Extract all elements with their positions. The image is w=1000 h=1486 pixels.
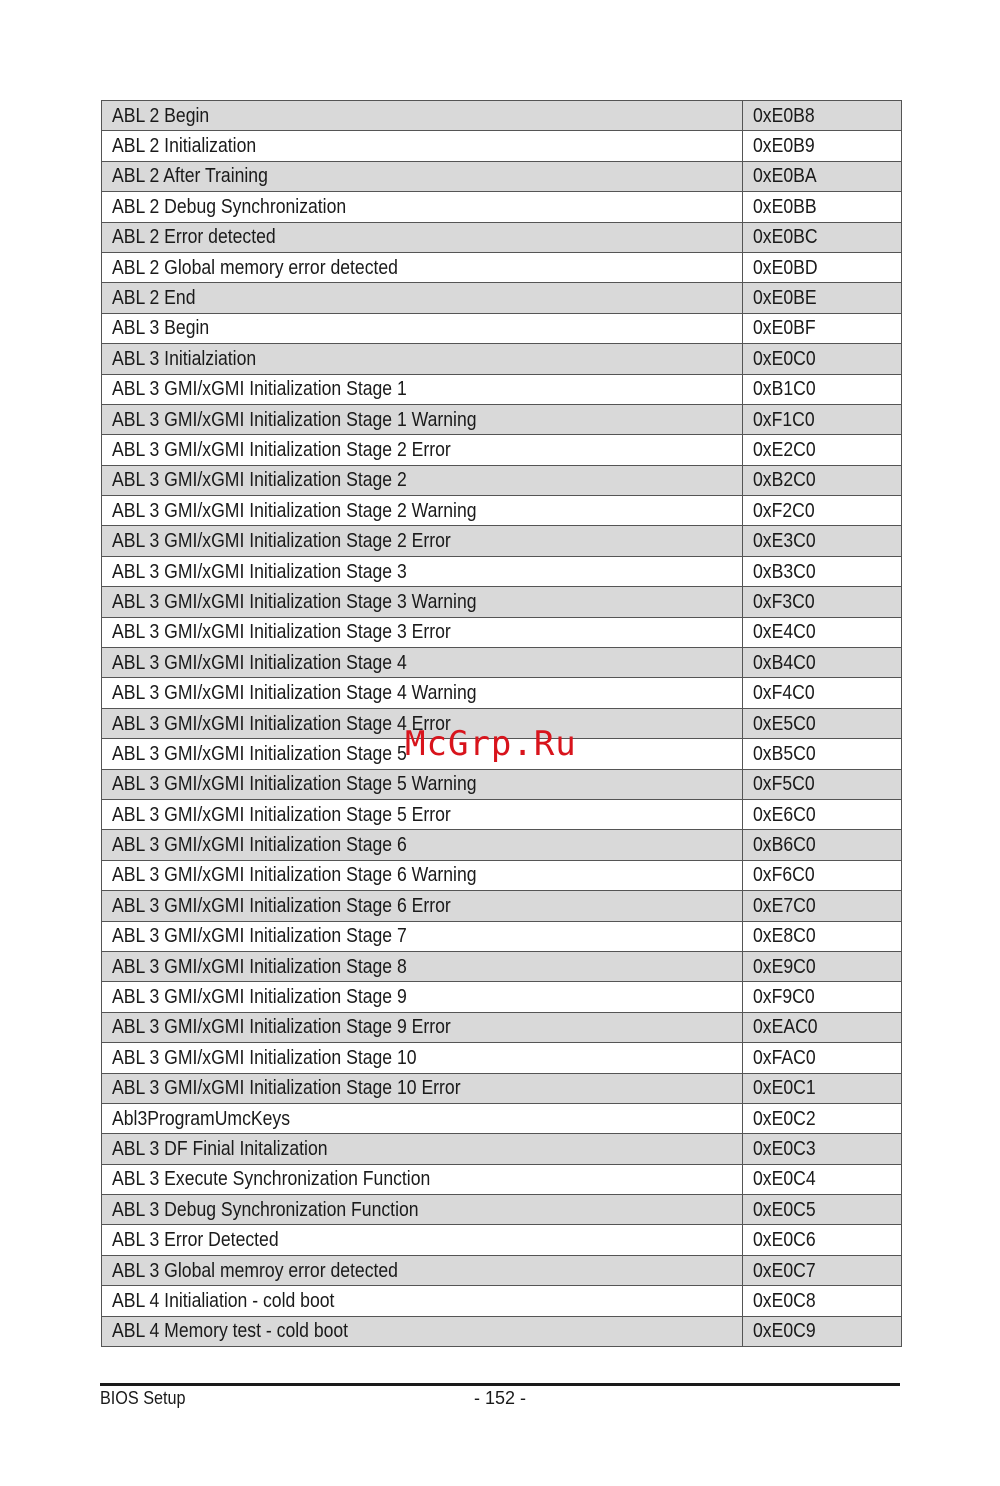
description-text: ABL 3 GMI/xGMI Initialization Stage 8	[112, 955, 407, 978]
table-cell-code	[743, 131, 902, 161]
table-row	[102, 891, 902, 921]
table-cell-code	[743, 617, 902, 647]
table-cell-code	[743, 1225, 902, 1255]
watermark: McGrp.Ru	[405, 724, 577, 764]
description-text: ABL 2 End	[112, 287, 196, 310]
table-cell-code	[743, 1103, 902, 1133]
table-cell-description	[102, 739, 743, 769]
table-row	[102, 465, 902, 495]
table-cell-code	[743, 921, 902, 951]
table-row	[102, 313, 902, 343]
code-text: 0xB4C0	[753, 651, 816, 674]
table-cell-code	[743, 739, 902, 769]
description-text: ABL 3 GMI/xGMI Initialization Stage 4 Error	[112, 712, 451, 735]
table-row	[102, 1043, 902, 1073]
code-text: 0xF5C0	[753, 773, 815, 796]
table-cell-description	[102, 1164, 743, 1194]
table-row	[102, 252, 902, 282]
code-text: 0xF6C0	[753, 864, 815, 887]
table-cell-code	[743, 435, 902, 465]
code-text: 0xE0C5	[753, 1198, 816, 1221]
table-row	[102, 1316, 902, 1346]
table-cell-code	[743, 891, 902, 921]
description-text: ABL 2 Debug Synchronization	[112, 195, 347, 218]
table-row	[102, 344, 902, 374]
description-text: ABL 3 GMI/xGMI Initialization Stage 2 Warning	[112, 499, 477, 522]
description-text: ABL 3 GMI/xGMI Initialization Stage 9	[112, 986, 407, 1009]
table-cell-description	[102, 921, 743, 951]
table-row	[102, 648, 902, 678]
description-text: ABL 3 Global memroy error detected	[112, 1259, 398, 1282]
table-cell-code	[743, 799, 902, 829]
code-text: 0xE2C0	[753, 438, 816, 461]
code-text: 0xE5C0	[753, 712, 816, 735]
table-cell-code	[743, 526, 902, 556]
table-row	[102, 708, 902, 738]
table-cell-description	[102, 769, 743, 799]
table-cell-description	[102, 860, 743, 890]
code-text: 0xEAC0	[753, 1016, 818, 1039]
description-text: ABL 3 GMI/xGMI Initialization Stage 9 Error	[112, 1016, 451, 1039]
table-row	[102, 1195, 902, 1225]
table-cell-description	[102, 1134, 743, 1164]
code-text: 0xE0C7	[753, 1259, 816, 1282]
table-cell-code	[743, 648, 902, 678]
code-text: 0xB3C0	[753, 560, 816, 583]
table-row	[102, 404, 902, 434]
table-cell-code	[743, 1073, 902, 1103]
description-text: ABL 3 GMI/xGMI Initialization Stage 3 Warning	[112, 590, 477, 613]
table-cell-description	[102, 587, 743, 617]
description-text: ABL 3 GMI/xGMI Initialization Stage 6	[112, 834, 407, 857]
table-cell-code	[743, 1164, 902, 1194]
code-text: 0xE3C0	[753, 530, 816, 553]
table-row	[102, 1103, 902, 1133]
code-text: 0xF9C0	[753, 986, 815, 1009]
footer-divider	[100, 1383, 900, 1386]
code-text: 0xF2C0	[753, 499, 815, 522]
table-cell-description	[102, 556, 743, 586]
description-text: ABL 3 GMI/xGMI Initialization Stage 4	[112, 651, 407, 674]
description-text: ABL 3 GMI/xGMI Initialization Stage 5 Error	[112, 803, 451, 826]
description-text: ABL 2 Global memory error detected	[112, 256, 398, 279]
table-cell-description	[102, 404, 743, 434]
table-row	[102, 556, 902, 586]
code-text: 0xE0C4	[753, 1168, 816, 1191]
table-cell-code	[743, 465, 902, 495]
code-text: 0xE6C0	[753, 803, 816, 826]
table-cell-description	[102, 101, 743, 131]
table-row	[102, 769, 902, 799]
description-text: ABL 3 GMI/xGMI Initialization Stage 3 Error	[112, 621, 451, 644]
table-cell-code	[743, 192, 902, 222]
table-cell-description	[102, 131, 743, 161]
description-text: ABL 3 GMI/xGMI Initialization Stage 2 Error	[112, 530, 451, 553]
description-text: ABL 3 GMI/xGMI Initialization Stage 4 Warning	[112, 682, 477, 705]
table-cell-description	[102, 1195, 743, 1225]
table-cell-code	[743, 1195, 902, 1225]
table-row	[102, 617, 902, 647]
table-cell-code	[743, 252, 902, 282]
table-cell-code	[743, 1316, 902, 1346]
table-cell-description	[102, 1316, 743, 1346]
code-text: 0xF1C0	[753, 408, 815, 431]
code-text: 0xE0BA	[753, 165, 817, 188]
description-text: ABL 3 GMI/xGMI Initialization Stage 1	[112, 378, 407, 401]
description-text: ABL 2 Initialization	[112, 135, 257, 158]
table-row	[102, 435, 902, 465]
code-text: 0xE0BD	[753, 256, 818, 279]
table-cell-code	[743, 344, 902, 374]
table-cell-code	[743, 161, 902, 191]
description-text: ABL 3 GMI/xGMI Initialization Stage 3	[112, 560, 407, 583]
code-text: 0xE0BE	[753, 287, 817, 310]
table-cell-description	[102, 1255, 743, 1285]
table-cell-code	[743, 1286, 902, 1316]
description-text: ABL 2 After Training	[112, 165, 268, 188]
table-row	[102, 799, 902, 829]
table-cell-description	[102, 708, 743, 738]
table-cell-code	[743, 1043, 902, 1073]
description-text: ABL 4 Memory test - cold boot	[112, 1320, 349, 1343]
code-text: 0xE0BF	[753, 317, 816, 340]
table-cell-code	[743, 496, 902, 526]
code-text: 0xE0BC	[753, 226, 818, 249]
table-cell-description	[102, 435, 743, 465]
page-number: - 152 -	[473, 1388, 527, 1408]
table-cell-code	[743, 951, 902, 981]
code-text: 0xE0C6	[753, 1229, 816, 1252]
description-text: ABL 3 Error Detected	[112, 1229, 279, 1252]
description-text: ABL 3 Debug Synchronization Function	[112, 1198, 419, 1221]
table-row	[102, 587, 902, 617]
table-row	[102, 921, 902, 951]
table-cell-description	[102, 526, 743, 556]
table-cell-code	[743, 708, 902, 738]
table-cell-code	[743, 374, 902, 404]
description-text: ABL 3 Begin	[112, 317, 210, 340]
table-row	[102, 830, 902, 860]
description-text: ABL 3 GMI/xGMI Initialization Stage 5 Warning	[112, 773, 477, 796]
description-text: ABL 3 GMI/xGMI Initialization Stage 1 Warning	[112, 408, 477, 431]
table-cell-code	[743, 860, 902, 890]
code-text: 0xE0C2	[753, 1107, 816, 1130]
table-cell-description	[102, 617, 743, 647]
code-text: 0xB2C0	[753, 469, 816, 492]
table-cell-description	[102, 1012, 743, 1042]
description-text: Abl3ProgramUmcKeys	[112, 1107, 291, 1130]
table-row	[102, 161, 902, 191]
table-cell-description	[102, 1103, 743, 1133]
post-code-table	[101, 100, 902, 1347]
description-text: ABL 3 GMI/xGMI Initialization Stage 10	[112, 1046, 417, 1069]
code-text: 0xE0BB	[753, 195, 817, 218]
table-row	[102, 1134, 902, 1164]
table-cell-code	[743, 283, 902, 313]
table-row	[102, 678, 902, 708]
code-text: 0xE0C3	[753, 1137, 816, 1160]
table-row	[102, 131, 902, 161]
description-text: ABL 3 GMI/xGMI Initialization Stage 7	[112, 925, 407, 948]
code-text: 0xE0C9	[753, 1320, 816, 1343]
footer-section-title: BIOS Setup	[100, 1388, 186, 1408]
table-cell-description	[102, 1286, 743, 1316]
table-cell-description	[102, 222, 743, 252]
code-text: 0xE0C8	[753, 1289, 816, 1312]
table-cell-code	[743, 1255, 902, 1285]
table-row	[102, 526, 902, 556]
code-text: 0xE0C0	[753, 347, 816, 370]
table-cell-code	[743, 830, 902, 860]
table-row	[102, 222, 902, 252]
table-cell-description	[102, 283, 743, 313]
table-cell-description	[102, 799, 743, 829]
table-cell-description	[102, 313, 743, 343]
table-cell-description	[102, 1043, 743, 1073]
table-cell-description	[102, 982, 743, 1012]
table-body	[102, 101, 902, 1347]
table-row	[102, 982, 902, 1012]
code-text: 0xB5C0	[753, 742, 816, 765]
table-cell-description	[102, 374, 743, 404]
description-text: ABL 3 GMI/xGMI Initialization Stage 6 Error	[112, 894, 451, 917]
code-text: 0xE0C1	[753, 1077, 816, 1100]
table-cell-code	[743, 404, 902, 434]
table-row	[102, 283, 902, 313]
description-text: ABL 3 GMI/xGMI Initialization Stage 10 Error	[112, 1077, 461, 1100]
table-cell-description	[102, 891, 743, 921]
table-row	[102, 374, 902, 404]
description-text: ABL 3 GMI/xGMI Initialization Stage 5	[112, 742, 407, 765]
table-cell-description	[102, 951, 743, 981]
code-text: 0xE8C0	[753, 925, 816, 948]
table-cell-code	[743, 1012, 902, 1042]
table-row	[102, 1286, 902, 1316]
code-text: 0xF3C0	[753, 590, 815, 613]
table-cell-code	[743, 982, 902, 1012]
table-cell-description	[102, 344, 743, 374]
table-row	[102, 860, 902, 890]
table-cell-description	[102, 1073, 743, 1103]
table-cell-description	[102, 1225, 743, 1255]
table-cell-description	[102, 252, 743, 282]
code-text: 0xE0B8	[753, 104, 815, 127]
description-text: ABL 2 Begin	[112, 104, 210, 127]
code-text: 0xB6C0	[753, 834, 816, 857]
description-text: ABL 3 Initialziation	[112, 347, 257, 370]
table-row	[102, 1073, 902, 1103]
table-cell-description	[102, 830, 743, 860]
table-row	[102, 1164, 902, 1194]
description-text: ABL 4 Initialiation - cold boot	[112, 1289, 335, 1312]
description-text: ABL 3 DF Finial Initalization	[112, 1137, 328, 1160]
code-text: 0xE7C0	[753, 894, 816, 917]
table-cell-code	[743, 587, 902, 617]
table-cell-code	[743, 1134, 902, 1164]
table-row	[102, 739, 902, 769]
description-text: ABL 3 GMI/xGMI Initialization Stage 2 Error	[112, 438, 451, 461]
description-text: ABL 2 Error detected	[112, 226, 276, 249]
table-row	[102, 1225, 902, 1255]
code-text: 0xE9C0	[753, 955, 816, 978]
table-row	[102, 192, 902, 222]
table-row	[102, 951, 902, 981]
table-row	[102, 496, 902, 526]
table-cell-code	[743, 769, 902, 799]
description-text: ABL 3 GMI/xGMI Initialization Stage 6 Warning	[112, 864, 477, 887]
code-text: 0xFAC0	[753, 1046, 816, 1069]
table-row	[102, 101, 902, 131]
table-cell-code	[743, 678, 902, 708]
table-cell-description	[102, 161, 743, 191]
code-text: 0xF4C0	[753, 682, 815, 705]
description-text: ABL 3 GMI/xGMI Initialization Stage 2	[112, 469, 407, 492]
table-row	[102, 1012, 902, 1042]
table-cell-description	[102, 192, 743, 222]
code-text: 0xB1C0	[753, 378, 816, 401]
code-text: 0xE4C0	[753, 621, 816, 644]
table-cell-description	[102, 678, 743, 708]
table-cell-code	[743, 313, 902, 343]
table-cell-description	[102, 648, 743, 678]
description-text: ABL 3 Execute Synchronization Function	[112, 1168, 431, 1191]
table-cell-code	[743, 222, 902, 252]
table-cell-description	[102, 465, 743, 495]
table-cell-description	[102, 496, 743, 526]
table-cell-code	[743, 556, 902, 586]
table-row	[102, 1255, 902, 1285]
table-cell-code	[743, 101, 902, 131]
code-text: 0xE0B9	[753, 135, 815, 158]
